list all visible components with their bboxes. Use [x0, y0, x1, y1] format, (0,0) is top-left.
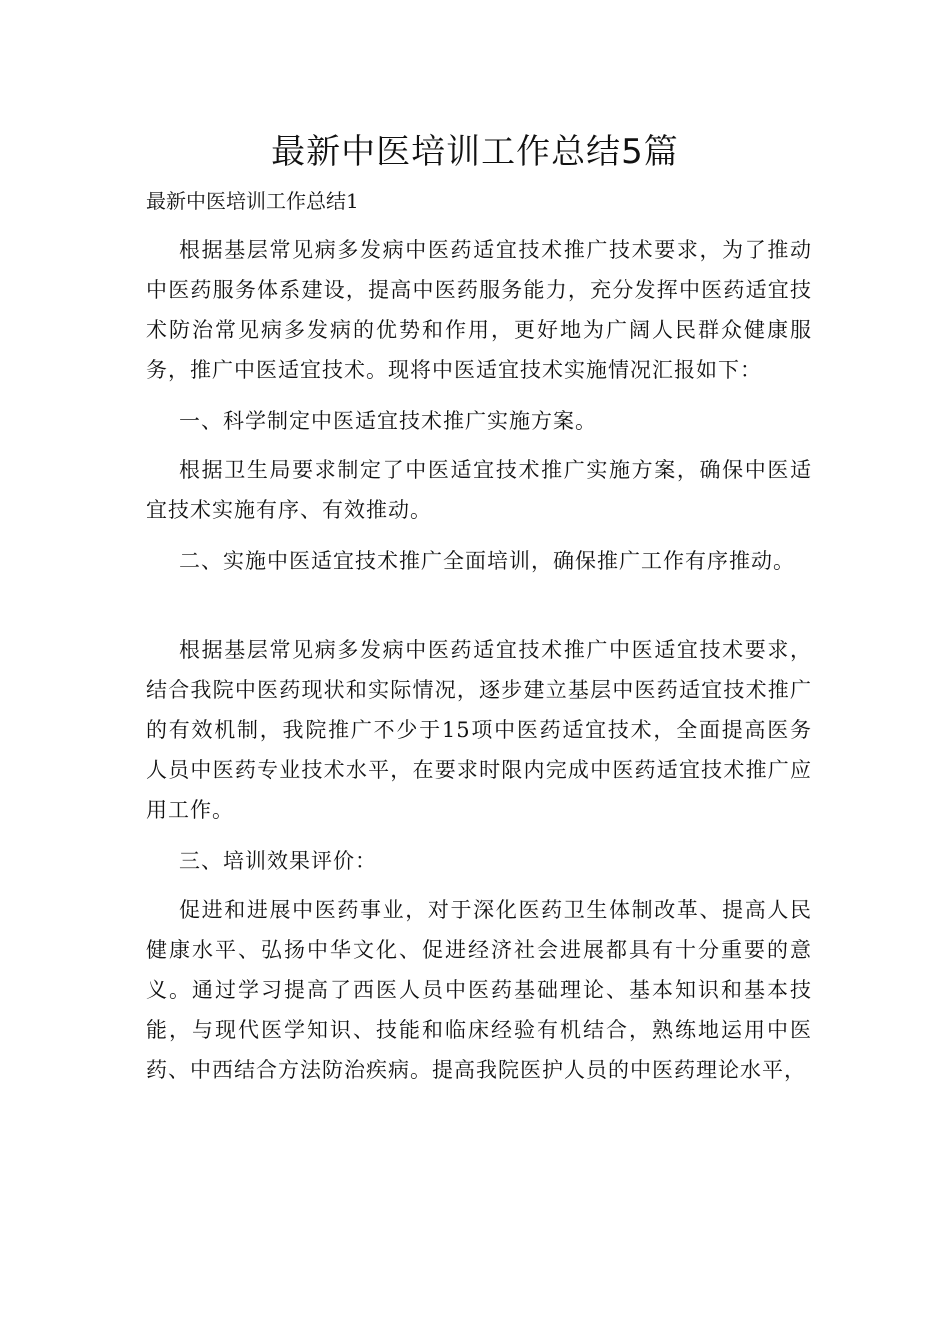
paragraph-section-1: 根据卫生局要求制定了中医适宜技术推广实施方案，确保中医适宜技术实施有序、有效推动。: [146, 458, 812, 522]
paragraph-section-3: 促进和进展中医药事业，对于深化医药卫生体制改革、提高人民健康水平、弘扬中华文化、促进经济社会进展都具有十分重要的意义。通过学习提高了西医人员中医药基础理论、基本知识和基本技能，与现代医学知识、技能和临床经验有机结合，熟练地运用中医药、中西结合方法防治疾病。提高我院医护人员的中医药理论水平，: [146, 898, 812, 1082]
paragraph-intro: 根据基层常见病多发病中医药适宜技术推广技术要求，为了推动中医药服务体系建设，提高中医药服务能力，充分发挥中医药适宜技术防治常见病多发病的优势和作用，更好地为广阔人民群众健康服务，推广中医适宜技术。现将中医适宜技术实施情况汇报如下：: [146, 238, 812, 382]
section-heading-2: 二、实施中医适宜技术推广全面培训，确保推广工作有序推动。: [179, 549, 795, 573]
document-title: 最新中医培训工作总结5篇: [271, 132, 679, 172]
document-body: [146, 230, 812, 1101]
paragraph-section-2: 根据基层常见病多发病中医药适宜技术推广中医适宜技术要求，结合我院中医药现状和实际情况，逐步建立基层中医药适宜技术推广的有效机制，我院推广不少于15项中医药适宜技术，全面提高医务人员中医药专业技术水平，在要求时限内完成中医药适宜技术推广应用工作。: [146, 638, 812, 822]
section-heading-1: 一、科学制定中医适宜技术推广实施方案。: [179, 409, 597, 433]
section-heading-3: 三、培训效果评价：: [179, 849, 377, 873]
document-subtitle: 最新中医培训工作总结1: [146, 189, 359, 213]
